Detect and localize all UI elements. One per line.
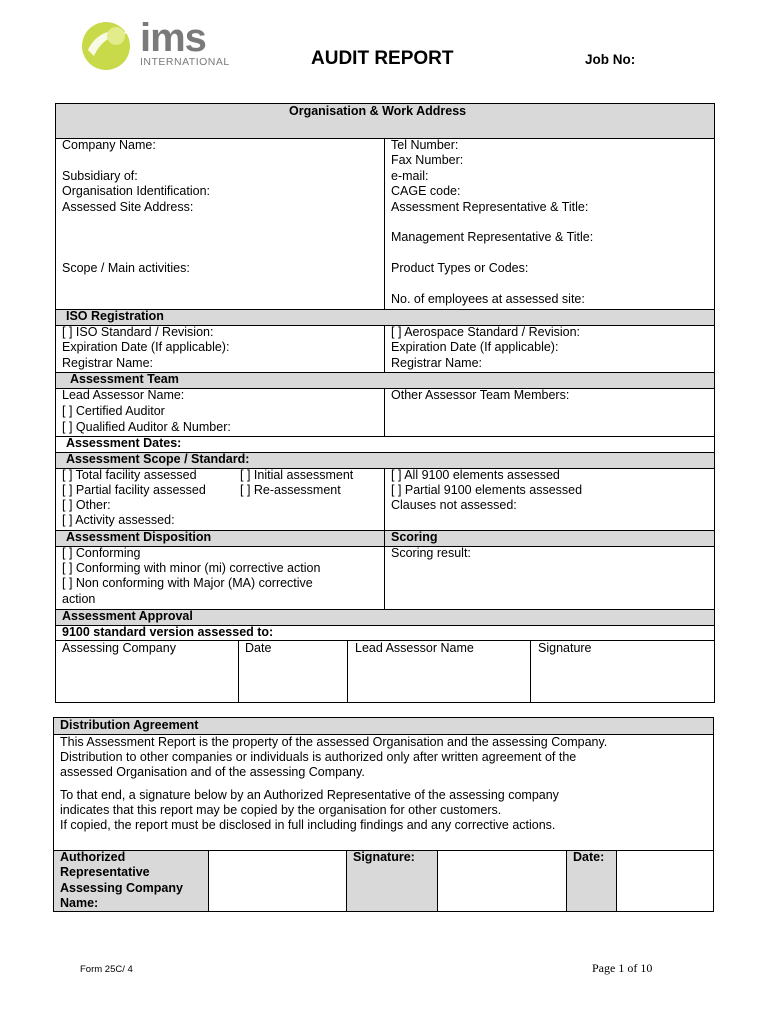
activity-line: [ ] Activity assessed: [62, 513, 175, 527]
major-ca-line: [ ] Non conforming with Major (MA) corrective [62, 576, 313, 590]
site-address-label: Assessed Site Address: [62, 200, 194, 214]
disposition-heading: Assessment Disposition [66, 530, 212, 544]
subsidiary-label: Subsidiary of: [62, 169, 138, 183]
auth-label-line2: Representative [60, 865, 150, 879]
assessment-rep-label: Assessment Representative & Title: [391, 200, 589, 214]
minor-ca-line: [ ] Conforming with minor (mi) corrective action [62, 561, 321, 575]
partial-9100-line: [ ] Partial 9100 elements assessed [391, 483, 583, 497]
other-members-label: Other Assessor Team Members: [391, 388, 570, 402]
auth-label-line4: Name: [60, 896, 99, 910]
iso-heading: ISO Registration [66, 309, 164, 323]
scope-activities-label: Scope / Main activities: [62, 261, 190, 275]
scope-heading: Assessment Scope / Standard: [66, 452, 250, 466]
certified-auditor-line: [ ] Certified Auditor [62, 404, 165, 418]
date-label: Date: [573, 850, 605, 864]
ims-logo-icon [80, 20, 138, 72]
iso-registrar-line: Registrar Name: [62, 356, 153, 370]
aero-standard-line: [ ] Aerospace Standard / Revision: [391, 325, 580, 339]
clauses-not-assessed-label: Clauses not assessed: [391, 498, 517, 512]
product-types-label: Product Types or Codes: [391, 261, 529, 275]
aero-registrar-line: Registrar Name: [391, 356, 482, 370]
col-assessing-company: Assessing Company [62, 641, 176, 655]
auth-label-line3: Assessing Company [60, 881, 183, 895]
employees-label: No. of employees at assessed site: [391, 292, 585, 306]
form-number: Form 25C/ 4 [80, 964, 133, 975]
fax-label: Fax Number: [391, 153, 464, 167]
partial-facility-line: [ ] Partial facility assessed [62, 483, 206, 497]
company-name-label: Company Name: [62, 138, 156, 152]
dist-p2-line1: To that end, a signature below by an Authorized Representative of the assessing company [60, 788, 559, 802]
dates-heading: Assessment Dates: [66, 436, 182, 450]
org-id-label: Organisation Identification: [62, 184, 211, 198]
ims-logo [80, 16, 240, 72]
page-title: AUDIT REPORT [311, 48, 454, 69]
aero-expiration-line: Expiration Date (If applicable): [391, 340, 559, 354]
team-heading: Assessment Team [70, 372, 179, 386]
dist-p1-line1: This Assessment Report is the property of the assessed Organisation and the assessing Company. [60, 735, 608, 749]
logo-subtitle: INTERNATIONAL [140, 56, 230, 68]
email-label: e-mail: [391, 169, 429, 183]
logo-wordmark: ims [140, 16, 206, 60]
col-date: Date [245, 641, 272, 655]
version-assessed-label: 9100 standard version assessed to: [62, 625, 274, 639]
distribution-heading: Distribution Agreement [60, 718, 199, 732]
all-9100-line: [ ] All 9100 elements assessed [391, 468, 560, 482]
approval-heading: Assessment Approval [62, 609, 193, 623]
conforming-line: [ ] Conforming [62, 546, 141, 560]
org-heading: Organisation & Work Address [289, 104, 467, 118]
other-line: [ ] Other: [62, 498, 111, 512]
col-signature: Signature [538, 641, 592, 655]
tel-label: Tel Number: [391, 138, 459, 152]
lead-assessor-label: Lead Assessor Name: [62, 388, 185, 402]
signature-label: Signature: [353, 850, 415, 864]
scoring-heading: Scoring [391, 530, 438, 544]
dist-p1-line3: assessed Organisation and of the assessing Company. [60, 765, 365, 779]
page-indicator: Page 1 of 10 [592, 961, 653, 975]
dist-p2-line3: If copied, the report must be disclosed in full including findings and any corrective actions. [60, 818, 556, 832]
iso-standard-line: [ ] ISO Standard / Revision: [62, 325, 214, 339]
auth-label-line1: Authorized [60, 850, 126, 864]
col-lead-assessor: Lead Assessor Name [355, 641, 474, 655]
dist-p1-line2: Distribution to other companies or individuals is authorized only after written agreement of the [60, 750, 577, 764]
qualified-auditor-line: [ ] Qualified Auditor & Number: [62, 420, 231, 434]
management-rep-label: Management Representative & Title: [391, 230, 594, 244]
re-assessment-line: [ ] Re-assessment [240, 483, 341, 497]
total-facility-line: [ ] Total facility assessed [62, 468, 197, 482]
iso-expiration-line: Expiration Date (If applicable): [62, 340, 230, 354]
initial-assessment-line: [ ] Initial assessment [240, 468, 354, 482]
major-ca-line-cont: action [62, 592, 96, 606]
dist-p2-line2: indicates that this report may be copied by the organisation for other customers. [60, 803, 502, 817]
cage-label: CAGE code: [391, 184, 461, 198]
scoring-result-label: Scoring result: [391, 546, 471, 560]
job-no-label: Job No: [585, 52, 636, 67]
